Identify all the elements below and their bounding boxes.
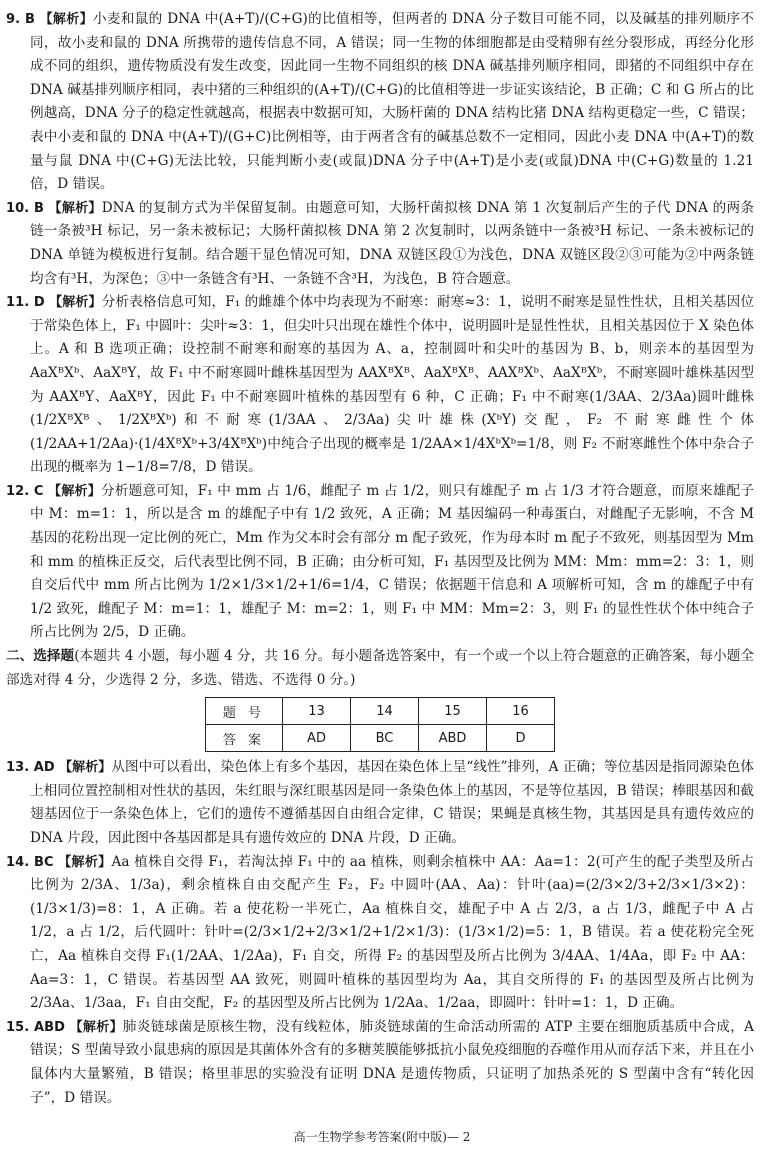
analysis-tag: 【解析】 xyxy=(49,295,102,311)
section-title: 二、选择题 xyxy=(6,648,75,665)
answer-item-15 xyxy=(6,1016,754,1110)
item-number: 12. C xyxy=(6,483,44,499)
item-text: DNA 的复制方式为半保留复制。由题意可知，大肠杆菌拟核 DNA 第 1 次复制后产生的子代 DNA 的两条链一条被³H 标记，另一条未被标记；大肠杆菌拟核 DNA 第 2 次复制时，以两条链中一条被³H 标记、一条未被标记的 DNA 单链为模板进行复制。结合题干显色情况可知，DNA 双链区段①为浅色，DNA 双链区段②③可能为②中两条链均含有³H，为深色；③中一条链含有³H、一条链不含³H，为浅色，B 符合题意。 xyxy=(30,199,754,287)
item-number: 11. D xyxy=(6,295,45,311)
table-cell-answer: ABD xyxy=(419,725,487,752)
item-text: 小麦和鼠的 DNA 中(A+T)/(C+G)的比值相等，但两者的 DNA 分子数目可能不同，以及碱基的排列顺序不同，故小麦和鼠的 DNA 所携带的遗传信息不同，A 错误；同一生物的体细胞都是由受精卵有丝分裂形成，再经分化形成不同的组织，遗传物质没有发生改变，因此同一生物不同组织的核 DNA 碱基排列顺序相同，即猪的不同组织中存在 DNA 碱基排列顺序相同，表中猪的三种组织的(A+T)/(C+G)的比值相等进一步证实该结论，B 正确；C 和 G 所占的比例越高，DNA 分子的稳定性就越高，根据表中数据可知，大肠杆菌的 DNA 结构比猪 DNA 结构更稳定一些，C 错误；表中小麦和鼠的 DNA 中(A+T)/(G+C)比例相等，由于两者含有的碱基总数不一定相同，因此小麦 DNA 中(A+T)的数量与鼠 DNA 中(C+G)无法比较，只能判断小麦(或鼠)DNA 分子中(A+T)是小麦(或鼠)DNA 中(C+G)数量的 1.21 倍，D 错误。 xyxy=(30,11,755,193)
table-cell-answer: D xyxy=(487,725,555,752)
section-instructions: (本题共 4 小题，每小题 4 分，共 16 分。每小题备选答案中，有一个或一个以上符合题意的正确答案，每小题全部选对得 4 分，少选得 2 分，多选、错选、不选得 0 分。) xyxy=(6,648,755,688)
table-cell-number: 15 xyxy=(419,698,487,725)
item-text: Aa 植株自交得 F₁，若淘汰掉 F₁ 中的 aa 植株，则剩余植株中 AA：Aa=1：2(可产生的配子类型及所占比例为 2/3A、1/3a)，剩余植株自由交配产生 F₂，F₂ 中圆叶(AA、Aa)：针叶(aa)=(2/3×2/3+2/3×1/3×2)：(1/3×1/3)=8：1，A 正确。若 a 使花粉一半死亡，Aa 植株自交，雄配子中 A 占 2/3，a 占 1/3，雌配子中 A 占 1/2，a 占 1/2，后代圆叶：针叶=(2/3×1/2+2/3×1/2+1/2×1/3)：(1/3×1/2)=5：1，B 错误。若 a 使花粉完全死亡，Aa 植株自交得 F₁(1/2AA、1/2Aa)，F₁ 自交，所得 F₂ 的基因型及所占比例为 3/4AA、1/4Aa，即 F₂ 中 AA：Aa=3：1，C 错误。若基因型 AA 致死，则圆叶植株的基因型均为 Aa，其自交所得的 F₁ 的基因型及所占比例为 2/3Aa、1/3aa，F₁ 自由交配，F₂ 的基因型及所占比例为 1/2Aa、1/2aa，即圆叶：针叶=1：1，D 正确。 xyxy=(30,853,754,1012)
analysis-tag: 【解析】 xyxy=(48,200,102,216)
answer-item-13 xyxy=(6,756,754,850)
analysis-tag: 【解析】 xyxy=(58,854,112,870)
answer-item-10 xyxy=(6,197,754,291)
item-text: 从图中可以看出，染色体上有多个基因，基因在染色体上呈“线性”排列，A 正确；等位基因是指同源染色体上相同位置控制相对性状的基因，朱红眼与深红眼基因是同一条染色体上的基因，不是等位基因，B 错误；棒眼基因和截翅基因位于一条染色体上，它们的遗传不遵循基因自由组合定律，C 错误；果蝇是真核生物，其基因是具有遗传效应的 DNA 片段，因此图中各基因都是具有遗传效应的 DNA 片段，D 正确。 xyxy=(30,759,755,846)
answer-table-wrap xyxy=(6,697,754,752)
item-number: 14. BC xyxy=(6,854,54,870)
table-cell-answer: AD xyxy=(283,725,351,752)
item-text: 肺炎链球菌是原核生物，没有线粒体，肺炎链球菌的生命活动所需的 ATP 主要在细胞质基质中合成，A 错误；S 型菌导致小鼠患病的原因是其菌体外含有的多糖荚膜能够抵抗小鼠免疫细胞的吞噬作用从而存活下来，并且在小鼠体内大量繁殖，B 错误；格里菲思的实验没有证明 DNA 是遗传物质，只证明了加热杀死的 S 型菌中含有“转化因子”，D 错误。 xyxy=(30,1018,755,1106)
page-footer: 高一生物学参考答案(附中版)— 2 xyxy=(293,1130,471,1144)
table-row-answers xyxy=(206,725,555,752)
table-header-answer: 答 案 xyxy=(206,725,283,752)
answer-page xyxy=(6,8,754,1110)
item-text: 分析题意可知，F₁ 中 mm 占 1/6，雌配子 m 占 1/2，则只有雄配子 m 占 1/3 才符合题意，而原来雄配子中 M：m=1：1，所以是含 m 的雄配子中有 1/2 致死，A 正确；M 基因编码一种毒蛋白，对雌配子无影响，不含 M 基因的花粉出现一定比例的死亡，Mm 作为父本时会有部分 m 配子致死，作为母本时 m 配子不致死，则基因型为 Mm 和 mm 的植株正反交，后代表型比例不同，B 正确；由分析可知，F₁ 基因型及比例为 MM：Mm：mm=2：3：1，则自交后代中 mm 所占比例为 1/2×1/3×1/2+1/6=1/4，C 错误；依据题干信息和 A 项解析可知，含 m 的雄配子中有 1/2 致死，雌配子 M：m=1：1，雄配子 M：m=2：1，则 F₁ 中 MM：Mm=2：3，则 F₁ 的显性性状个体中纯合子所占比例为 2/5，D 正确。 xyxy=(30,482,755,641)
analysis-tag: 【解析】 xyxy=(39,12,93,27)
table-cell-number: 13 xyxy=(283,698,351,725)
item-number: 9. B xyxy=(6,12,35,27)
section-heading xyxy=(6,645,754,692)
table-cell-number: 16 xyxy=(487,698,555,725)
item-number: 10. B xyxy=(6,200,44,216)
item-number: 15. ABD xyxy=(6,1019,65,1035)
answer-item-9 xyxy=(6,8,754,197)
table-row-numbers xyxy=(206,698,555,725)
item-text: 分析表格信息可知，F₁ 的雌雄个体中均表现为不耐寒：耐寒≈3：1，说明不耐寒是显性性状，且相关基因位于常染色体上，F₁ 中圆叶：尖叶≈3：1，但尖叶只出现在雄性个体中，说明圆叶是显性性状，且相关基因位于 X 染色体上。A 和 B 选项正确；设控制不耐寒和耐寒的基因为 A、a，控制圆叶和尖叶的基因为 B、b，则亲本的基因型为 AaXᴮXᵇ、AaXᴮY，故 F₁ 中不耐寒圆叶雌株基因型为 AAXᴮXᴮ、AaXᴮXᴮ、AAXᴮXᵇ、AaXᴮXᵇ，不耐寒圆叶雄株基因型为 AAXᴮY、AaXᴮY，因此 F₁ 中不耐寒圆叶植株的基因型有 6 种，C 正确；F₁ 中不耐寒(1/3AA、2/3Aa)圆叶雌株(1/2XᴮXᴮ、1/2XᴮXᵇ)和不耐寒(1/3AA、2/3Aa)尖叶雄株(XᵇY)交配，F₂ 不耐寒雌性个体(1/2AA+1/2Aa)·(1/4XᴮXᵇ+3/4XᴮXᵇ)中纯合子出现的概率是 1/2AA×1/4XᵇXᵇ=1/8，则 F₂ 不耐寒雌性个体中杂合子出现的概率为 1−1/8=7/8，D 错误。 xyxy=(30,294,754,476)
answer-item-12 xyxy=(6,480,754,645)
table-header-number: 题 号 xyxy=(206,698,283,725)
analysis-tag: 【解析】 xyxy=(59,760,112,776)
item-number: 13. AD xyxy=(6,760,55,776)
analysis-tag: 【解析】 xyxy=(48,483,102,499)
answer-table xyxy=(205,697,555,752)
analysis-tag: 【解析】 xyxy=(69,1019,123,1035)
answer-item-11 xyxy=(6,291,754,480)
table-cell-number: 14 xyxy=(351,698,419,725)
table-cell-answer: BC xyxy=(351,725,419,752)
answer-item-14 xyxy=(6,851,754,1016)
